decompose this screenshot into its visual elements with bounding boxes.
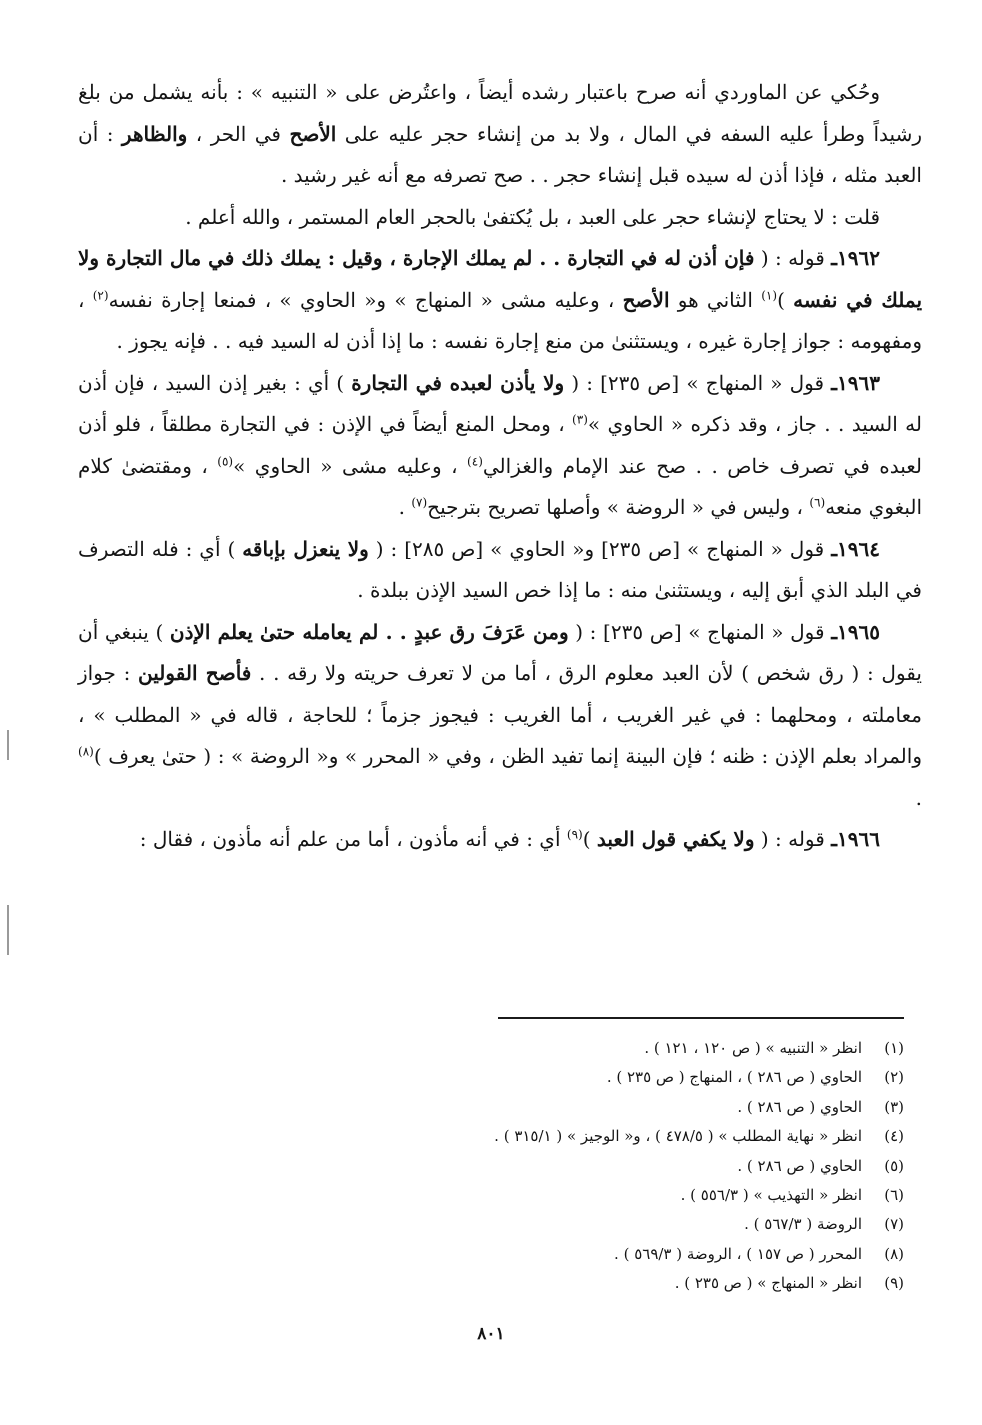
bold-text: ولا ينعزل بإباقه <box>242 536 369 561</box>
text-run: ) أي : فله التصرف في البلد الذي أبق إليه ، ويستثنىٰ منه : ما إذا خص السيد الإذن ببلدة . <box>78 536 922 602</box>
text-run: ، وليس في « الروضة » وأصلها تصريح بترجيح <box>427 495 810 519</box>
text-run: الثاني هو <box>669 287 762 312</box>
paragraph <box>78 363 922 529</box>
footnote-text: انظر « التنبيه » ( ص ١٢٠ ، ١٢١ ) . <box>644 1039 862 1057</box>
text-run: ) ينبغي أن يقول : ( رق شخص ) لأن العبد معلوم الرق ، أما من لا تعرف حريته ولا رقه . . <box>78 619 922 685</box>
text-run: قوله : ( <box>754 827 832 851</box>
text-run: . <box>398 495 412 519</box>
paragraph <box>78 819 922 861</box>
text-run: قلت : لا يحتاج لإنشاء حجر على العبد ، بل يُكتفىٰ بالحجر العام المستمر ، والله أعلم . <box>185 204 880 229</box>
footnote <box>144 1034 904 1063</box>
footnote-text: انظر « نهاية المطلب » ( ٤٧٨/٥ ) ، و« الوجيز » ( ٣١٥/١ ) . <box>494 1127 862 1146</box>
text-run: في الحر ، <box>187 121 290 146</box>
scan-edge-mark <box>7 730 9 760</box>
footnote <box>144 1122 904 1151</box>
scan-edge-mark <box>7 905 9 955</box>
footnote-text: الحاوي ( ص ٢٨٦ ) ، المنهاج ( ص ٢٣٥ ) . <box>606 1068 862 1087</box>
footnote-number: (٤) <box>884 1127 904 1146</box>
footnote <box>144 1181 904 1210</box>
footnote <box>144 1152 904 1181</box>
bold-text: ومن عَرَفَ رق عبدٍ . . لم يعامله حتىٰ يعلم الإذن <box>169 619 569 644</box>
text-run: قول « المنهاج » [ص ٢٣٥] : ( <box>568 619 832 644</box>
text-run: ) أي : بغير إذن السيد ، فإن أذن له السيد . . جاز ، وقد ذكره « الحاوي » <box>78 370 922 436</box>
paragraph <box>78 72 922 197</box>
footnote <box>144 1210 904 1239</box>
text-run: ، وعليه مشى « المنهاج » و« الحاوي » ، فمنعا إجارة نفسه <box>108 287 623 312</box>
paragraph <box>78 197 922 239</box>
text-run: قوله : ( <box>754 246 832 270</box>
bold-text: ١٩٦٦ـ <box>831 827 880 851</box>
text-run: قول « المنهاج » [ص ٢٣٥] : ( <box>564 370 832 395</box>
footnote-text: انظر « التهذيب » ( ٥٥٦/٣ ) . <box>680 1186 862 1205</box>
footnote-ref: (٩) <box>566 827 583 842</box>
footnote-number: (٦) <box>884 1186 904 1205</box>
bold-text: ١٩٦٤ـ <box>831 536 881 561</box>
footnote-text: الحاوي ( ص ٢٨٦ ) . <box>737 1097 862 1116</box>
text-run: ، ومحل المنع أيضاً في الإذن : في التجارة مطلقاً ، فلو أذن لعبده في تصرف خاص . . صح عند الإمام والغزالي <box>78 412 922 478</box>
page-number: ٨٠١ <box>477 1324 505 1344</box>
footnote-ref: (٢) <box>92 287 109 302</box>
bold-text: فأصح القولين <box>138 661 252 685</box>
footnote-number: (٧) <box>884 1215 904 1234</box>
bold-text: ١٩٦٥ـ <box>831 619 881 644</box>
footnotes <box>144 1034 904 1299</box>
footnote-number: (٩) <box>884 1274 904 1293</box>
text-run: قول « المنهاج » [ص ٢٣٥] و« الحاوي » [ص ٢٨٥] : ( <box>368 536 832 561</box>
text-run: وحُكي عن الماوردي أنه صرح باعتبار رشده أيضاً ، واعتُرض على « التنبيه » : بأنه يشمل من بلغ رشيداً وطرأ عليه السفه في المال ، ولا بد من إنشاء حجر عليه على <box>78 80 922 146</box>
text-run: ) <box>582 827 597 851</box>
text-run: ، ومقتضىٰ كلام البغوي منعه <box>78 453 922 519</box>
footnote <box>144 1240 904 1269</box>
footnote-ref: (٥) <box>217 453 234 468</box>
footnote-number: (٣) <box>884 1097 904 1116</box>
text-run: ) <box>777 287 794 312</box>
footnote-number: (١) <box>884 1039 904 1057</box>
bold-text: فإن أذن له في التجارة . . لم يملك الإجارة ، وقيل : يملك ذلك في مال التجارة ولا يملك في نفسه <box>78 246 923 312</box>
text-run: : أن العبد مثله ، فإذا أذن له سيده قبل إنشاء حجر . . صح تصرفه مع أنه غير رشيد . <box>78 121 922 187</box>
footnote-number: (٨) <box>884 1244 904 1263</box>
footnote-text: انظر « المنهاج » ( ص ٢٣٥ ) . <box>674 1274 862 1293</box>
text-run: ، وعليه مشى « الحاوي » <box>233 453 468 478</box>
footnote-number: (٢) <box>884 1068 904 1087</box>
paragraph <box>78 238 922 363</box>
footnote-text: الروضة ( ٥٦٧/٣ ) . <box>744 1215 862 1234</box>
footnote <box>144 1063 904 1092</box>
footnote-number: (٥) <box>884 1156 904 1175</box>
bold-text: ولا يكفي قول العبد <box>596 827 755 851</box>
text-run: : جواز معاملته ، ومحلهما : في غير الغريب ، أما الغريب : فيجوز جزماً ؛ للحاجة ، قاله في « المطلب » ، والمراد بعلم الإذن : ظنه ؛ فإن البينة إنما تفيد الظن ، وفي « المحرر » و« الروضة » : ( حتىٰ يعرف ) <box>78 661 922 768</box>
main-text <box>78 72 922 861</box>
footnote <box>144 1269 904 1298</box>
footnote <box>144 1093 904 1122</box>
text-run: أي : في أنه مأذون ، أما من علم أنه مأذون ، فقال : <box>139 827 567 851</box>
footnote-text: المحرر ( ص ١٥٧ ) ، الروضة ( ٥٦٩/٣ ) . <box>614 1244 862 1263</box>
bold-text: ١٩٦٣ـ <box>831 370 880 395</box>
footnote-ref: (٣) <box>572 412 588 427</box>
bold-text: ١٩٦٢ـ <box>831 246 880 270</box>
footnote-ref: (٤) <box>467 453 483 468</box>
text-run: . <box>915 785 922 810</box>
footnote-text: الحاوي ( ص ٢٨٦ ) . <box>737 1156 862 1175</box>
bold-text: ولا يأذن لعبده في التجارة <box>351 370 565 395</box>
bold-text: الأصح <box>622 287 670 312</box>
footnote-ref: (٧) <box>411 495 428 510</box>
bold-text: الأصح <box>289 121 337 146</box>
paragraph <box>78 529 922 612</box>
paragraph <box>78 612 922 820</box>
footnote-ref: (١) <box>761 287 778 302</box>
bold-text: والظاهر <box>121 121 188 146</box>
text-run: ، ومفهومه : جواز إجارة غيره ، ويستثنىٰ من منع إجارة نفسه : ما إذا أذن له السيد فيه . . فإنه يجوز . <box>78 287 922 353</box>
footnote-ref: (٦) <box>809 495 826 510</box>
footnote-separator <box>498 1017 904 1019</box>
footnote-ref: (٨) <box>78 744 94 759</box>
